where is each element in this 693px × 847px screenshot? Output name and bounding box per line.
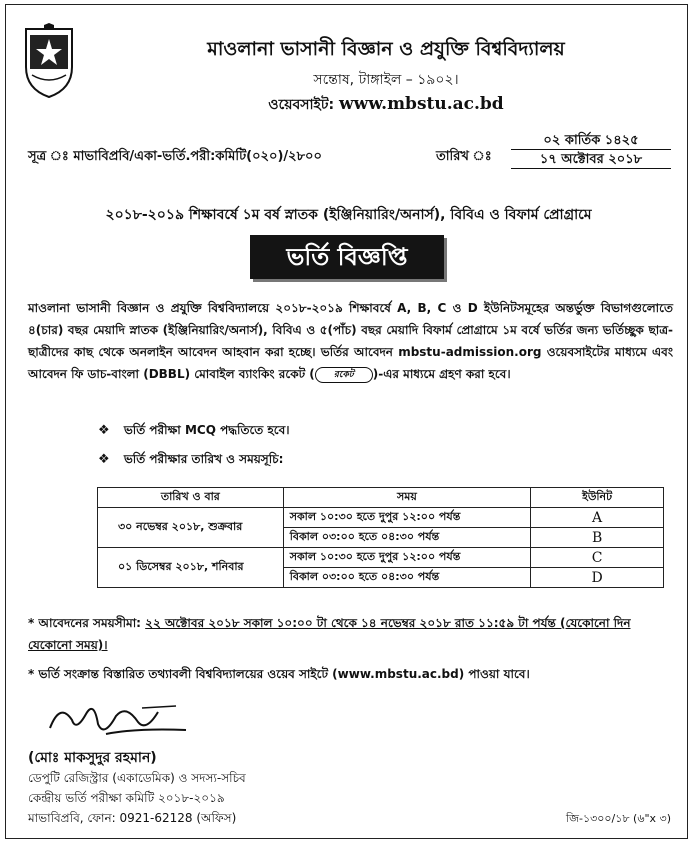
date-label: তারিখ ঃ — [436, 149, 492, 164]
signatory-designation: ডেপুটি রেজিস্ট্রার (একাডেমিক) ও সদস্য-সচিব — [28, 771, 246, 785]
details-note: * ভর্তি সংক্রান্ত বিস্তারিত তথ্যাবলী বিশ্ববিদ্যালয়ের ওয়েব সাইটে (www.mbstu.ac.bd) পাওয়া যাবে। — [28, 667, 530, 681]
university-logo — [18, 23, 80, 101]
notice-body — [28, 297, 673, 385]
program-title: ২০১৮-২০১৯ শিক্ষাবর্ষে ১ম বর্ষ স্নাতক (ইঞ্জিনিয়ারিং/অনার্স), বিবিএ ও বিফার্ম প্রোগ্রামে — [105, 207, 592, 223]
exam-time-cell: বিকাল ০৩:০০ হতে ০৪:৩০ পর্যন্ত — [283, 568, 531, 588]
table-header-row — [98, 488, 664, 508]
exam-date-cell: ৩০ নভেম্বর ২০১৮, শুক্রবার — [98, 508, 284, 548]
bullet-text: ভর্তি পরীক্ষা MCQ পদ্ধতিতে হবে। — [123, 423, 290, 437]
reference-number: সূত্র ঃ মাভাবিপ্রবি/একা-ভর্তি.পরী:কমিটি(০২০)/২৮০০ — [28, 149, 322, 164]
exam-date-cell: ০১ ডিসেম্বর ২০১৮, শনিবার — [98, 548, 284, 588]
body-part-1: মাওলানা ভাসানী বিজ্ঞান ও প্রযুক্তি বিশ্ববিদ্যালয়ে ২০১৮-২০১৯ শিক্ষাবর্ষে A, B, C ও D ইউনিটসমূহের অন্তর্ভুক্ত বিভাগগুলোতে ৪(চার) বছর মেয়াদি স্নাতক (ইঞ্জিনিয়ারিং/অনার্স), বিবিএ ও ৫(পাঁচ) বছর মেয়াদি বিফার্ম প্রোগ্রামে ১ম বর্ষে ভর্তির জন্য ভর্তিচ্ছুক ছাত্র-ছাত্রীদের কাছ থেকে অনলাইন আবেদন আহবান করা হচ্ছে। ভর্তির আবেদন mbstu-admission.org ওয়েবসাইটের মাধ্যমে এবং আবেদন ফি ডাচ-বাংলা (DBBL) মোবাইল ব্যাংকিং রকেট ( — [28, 301, 673, 381]
deadline-text: ২২ অক্টোবর ২০১৮ সকাল ১০:০০ টা থেকে ১৪ নভেম্বর ২০১৮ রাত ১১:৫৯ টা পর্যন্ত (যেকোনো দিন যেকোনো সময়)। — [28, 616, 631, 652]
column-header: ইউনিট — [531, 488, 664, 508]
university-name: মাওলানা ভাসানী বিজ্ঞান ও প্রযুক্তি বিশ্ববিদ্যালয় — [207, 38, 565, 60]
rocket-logo: রকেট — [315, 367, 373, 383]
exam-time-cell: বিকাল ০৩:০০ হতে ০৪:৩০ পর্যন্ত — [283, 528, 531, 548]
signatory-contact: মাভাবিপ্রবি, ফোন: 0921-62128 (অফিস) — [28, 811, 237, 825]
table-row — [98, 548, 664, 568]
notice-banner: ভর্তি বিজ্ঞপ্তি — [250, 235, 444, 279]
body-part-2: )-এর মাধ্যমে গ্রহণ করা হবে। — [372, 367, 511, 381]
signatory-name: (মোঃ মাকসুদুর রহমান) — [28, 750, 157, 766]
date-english: ১৭ অক্টোবর ২০১৮ — [511, 150, 671, 169]
exam-unit-cell: A — [531, 508, 664, 528]
exam-time-cell: সকাল ১০:৩০ হতে দুপুর ১২:০০ পর্যন্ত — [283, 548, 531, 568]
ad-code: জি-১৩০০/১৮ (৬"x ৩) — [566, 812, 671, 825]
bullet-item — [98, 422, 290, 442]
diamond-bullet-icon: ❖ — [98, 452, 110, 467]
exam-unit-cell: B — [531, 528, 664, 548]
signatory-committee: কেন্দ্রীয় ভর্তি পরীক্ষা কমিটি ২০১৮-২০১৯ — [28, 791, 225, 805]
admission-notice — [5, 4, 688, 839]
exam-time-cell: সকাল ১০:৩০ হতে দুপুর ১২:০০ পর্যন্ত — [283, 508, 531, 528]
signature — [46, 698, 196, 746]
website-label: ওয়েবসাইট: — [268, 97, 335, 113]
website-line — [106, 93, 666, 117]
application-deadline — [28, 612, 673, 656]
date-box — [511, 131, 671, 169]
website-url[interactable]: www.mbstu.ac.bd — [338, 94, 504, 114]
diamond-bullet-icon: ❖ — [98, 423, 110, 438]
university-address: সন্তোষ, টাঙ্গাইল – ১৯০২। — [313, 72, 459, 88]
bullet-item — [98, 451, 283, 471]
column-header: তারিখ ও বার — [98, 488, 284, 508]
exam-unit-cell: D — [531, 568, 664, 588]
bullet-text: ভর্তি পরীক্ষার তারিখ ও সময়সূচি: — [123, 452, 284, 466]
table-row — [98, 508, 664, 528]
exam-unit-cell: C — [531, 548, 664, 568]
date-bangla: ০২ কার্তিক ১৪২৫ — [511, 131, 671, 150]
exam-schedule-table — [97, 487, 664, 588]
column-header: সময় — [283, 488, 531, 508]
deadline-label: * আবেদনের সময়সীমা: — [28, 616, 141, 630]
